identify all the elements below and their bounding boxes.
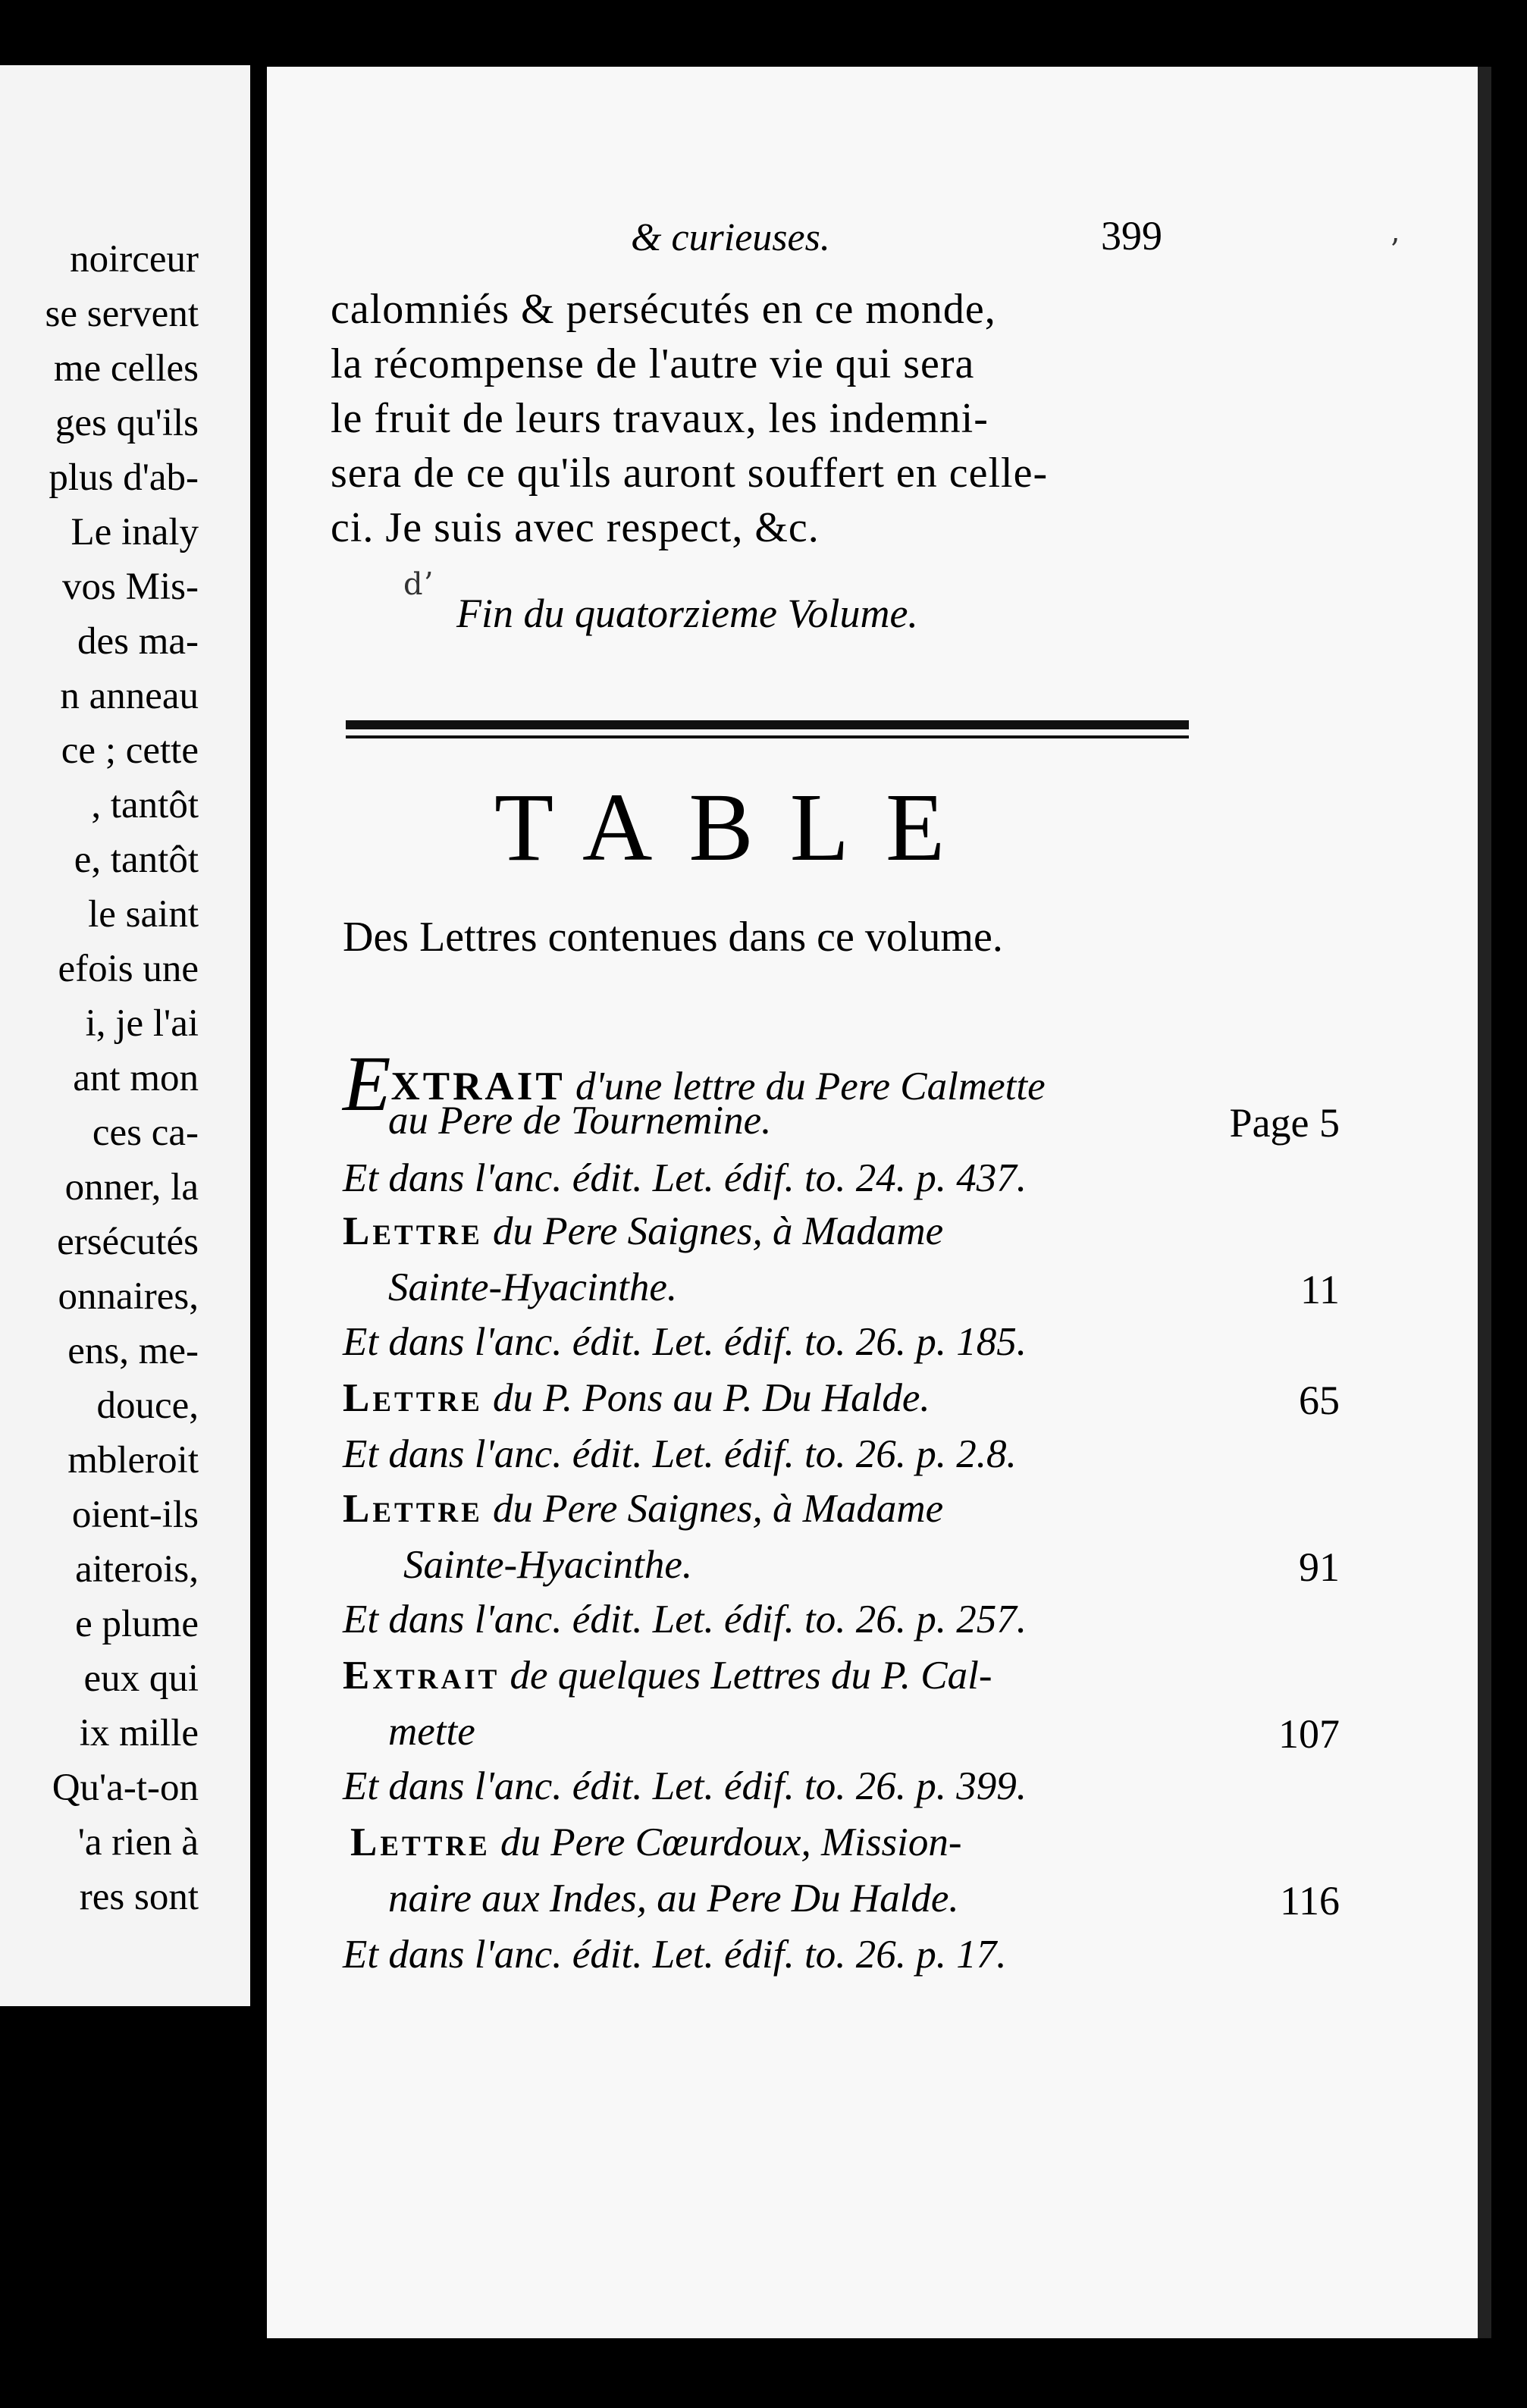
left-page-line: onnaires, (58, 1275, 199, 1318)
toc-entry-text: de quelques Lettres du P. Cal- (500, 1654, 992, 1698)
toc-entry-lead: Extrait (343, 1654, 500, 1698)
body-line-4: sera de ce qu'ils auront souffert en celle- (331, 450, 1049, 497)
left-page-line: me celles (53, 347, 199, 390)
left-page-line: mbleroit (67, 1439, 199, 1481)
table-title: TABLE (494, 773, 982, 881)
toc-entry-text: au Pere de Tournemine. (388, 1099, 772, 1143)
toc-entry (343, 1764, 1027, 1809)
right-page (267, 67, 1491, 2338)
left-page-line: noirceur (70, 238, 199, 281)
left-page-line: i, je l'ai (85, 1002, 199, 1045)
toc-entry (343, 1653, 992, 1698)
left-page-line: eux qui (83, 1657, 199, 1700)
toc-entry (388, 1098, 771, 1143)
toc-page-number: 116 (1280, 1878, 1340, 1924)
left-page-line: vos Mis- (62, 566, 199, 608)
drop-cap: E (343, 1040, 391, 1127)
left-page-line: ces ca- (92, 1112, 199, 1154)
toc-entry-lead: Lettre (343, 1376, 483, 1420)
toc-page-number: Page 5 (1229, 1100, 1340, 1146)
left-page-line: onner, la (64, 1166, 199, 1209)
toc-entry-text: du P. Pons au P. Du Halde. (482, 1376, 930, 1420)
toc-entry-text: Sainte-Hyacinthe. (403, 1543, 693, 1587)
toc-entry (403, 1542, 692, 1588)
left-facing-page (0, 65, 250, 2006)
body-line-5: ci. Je suis avec respect, &c. (331, 504, 820, 551)
left-page-line: n anneau (60, 675, 199, 717)
left-page-line: efois une (58, 948, 199, 990)
table-subtitle: Des Lettres contenues dans ce volume. (343, 914, 1003, 961)
toc-entry (388, 1265, 677, 1310)
left-page-line: res sont (79, 1876, 199, 1918)
toc-entry (343, 1486, 943, 1532)
toc-entry (388, 1876, 959, 1921)
toc-entry-text: Sainte-Hyacinthe. (388, 1265, 678, 1309)
toc-entry (350, 1820, 962, 1865)
stray-mark: ʼ (1389, 234, 1399, 268)
toc-entry-text: Et dans l'anc. édit. Let. édif. to. 26. p. 257. (343, 1597, 1027, 1641)
toc-entry (343, 1155, 1027, 1201)
toc-entry-text: Et dans l'anc. édit. Let. édif. to. 26. p. 185. (343, 1320, 1027, 1364)
toc-entry-text: du Pere Cœurdoux, Mission- (490, 1820, 962, 1864)
toc-entry-text: Et dans l'anc. édit. Let. édif. to. 26. p. 2.8. (343, 1432, 1017, 1476)
left-page-line: douce, (96, 1384, 199, 1427)
left-page-line: ant mon (73, 1057, 199, 1099)
running-title: & curieuses. (631, 216, 830, 259)
page-number: 399 (1101, 213, 1162, 259)
toc-entry-text: du Pere Saignes, à Madame (482, 1209, 944, 1253)
body-line-3: le fruit de leurs travaux, les indemni- (331, 395, 989, 442)
left-page-line: le saint (88, 893, 199, 936)
toc-entry-lead: Lettre (350, 1820, 491, 1864)
end-of-volume-note: Fin du quatorzieme Volume. (456, 591, 918, 636)
toc-entry-text: Et dans l'anc. édit. Let. édif. to. 26. p. 17. (343, 1933, 1007, 1977)
left-page-line: des ma- (77, 620, 199, 663)
left-page-line: 'a rien à (77, 1821, 199, 1864)
left-page-line: se servent (45, 293, 199, 335)
toc-page-number: 91 (1299, 1544, 1340, 1590)
left-page-line: Qu'a-t-on (52, 1767, 199, 1809)
toc-entry (343, 1319, 1027, 1365)
left-page-line: plus d'ab- (49, 456, 199, 499)
toc-entry-lead: XTRAIT (390, 1064, 566, 1108)
left-page-line: ges qu'ils (55, 402, 199, 444)
toc-entry (343, 1209, 943, 1254)
toc-entry-lead: Lettre (343, 1487, 483, 1531)
body-line-1: calomniés & persécutés en ce monde, (331, 286, 996, 333)
toc-entry-text: naire aux Indes, au Pere Du Halde. (388, 1877, 959, 1920)
toc-page-number: 107 (1278, 1711, 1340, 1757)
toc-entry-text: Et dans l'anc. édit. Let. édif. to. 24. p. 437. (343, 1156, 1027, 1200)
toc-entry (388, 1709, 475, 1754)
left-page-line: ix mille (79, 1712, 199, 1754)
toc-entry (343, 1932, 1006, 1977)
left-page-line: ens, me- (67, 1330, 199, 1372)
body-line-2: la récompense de l'autre vie qui sera (331, 340, 975, 387)
left-page-line: Le inaly (71, 511, 199, 553)
section-rule-thick (346, 720, 1189, 729)
toc-entry (343, 1375, 930, 1421)
toc-entry-text: mette (388, 1710, 475, 1754)
left-page-line: e, tantôt (74, 839, 199, 881)
left-page-line: , tantôt (91, 784, 199, 826)
toc-entry-lead: Lettre (343, 1209, 483, 1253)
page-edge (1478, 67, 1491, 2338)
section-rule-thin (346, 735, 1189, 738)
left-page-line: oient-ils (71, 1494, 199, 1536)
toc-entry-text: du Pere Saignes, à Madame (482, 1487, 944, 1531)
toc-page-number: 11 (1300, 1267, 1340, 1312)
left-page-line: ce ; cette (61, 729, 199, 772)
toc-page-number: 65 (1299, 1378, 1340, 1423)
toc-entry-text: d'une lettre du Pere Calmette (565, 1064, 1046, 1108)
toc-entry (343, 1597, 1027, 1642)
left-page-line: aiterois, (75, 1548, 199, 1591)
toc-entry-text: Et dans l'anc. édit. Let. édif. to. 26. p. 399. (343, 1764, 1027, 1808)
toc-entry (343, 1431, 1017, 1477)
left-page-line: ersécutés (57, 1221, 199, 1263)
left-page-line: e plume (75, 1603, 199, 1645)
stray-mark: dʼ (403, 567, 433, 602)
